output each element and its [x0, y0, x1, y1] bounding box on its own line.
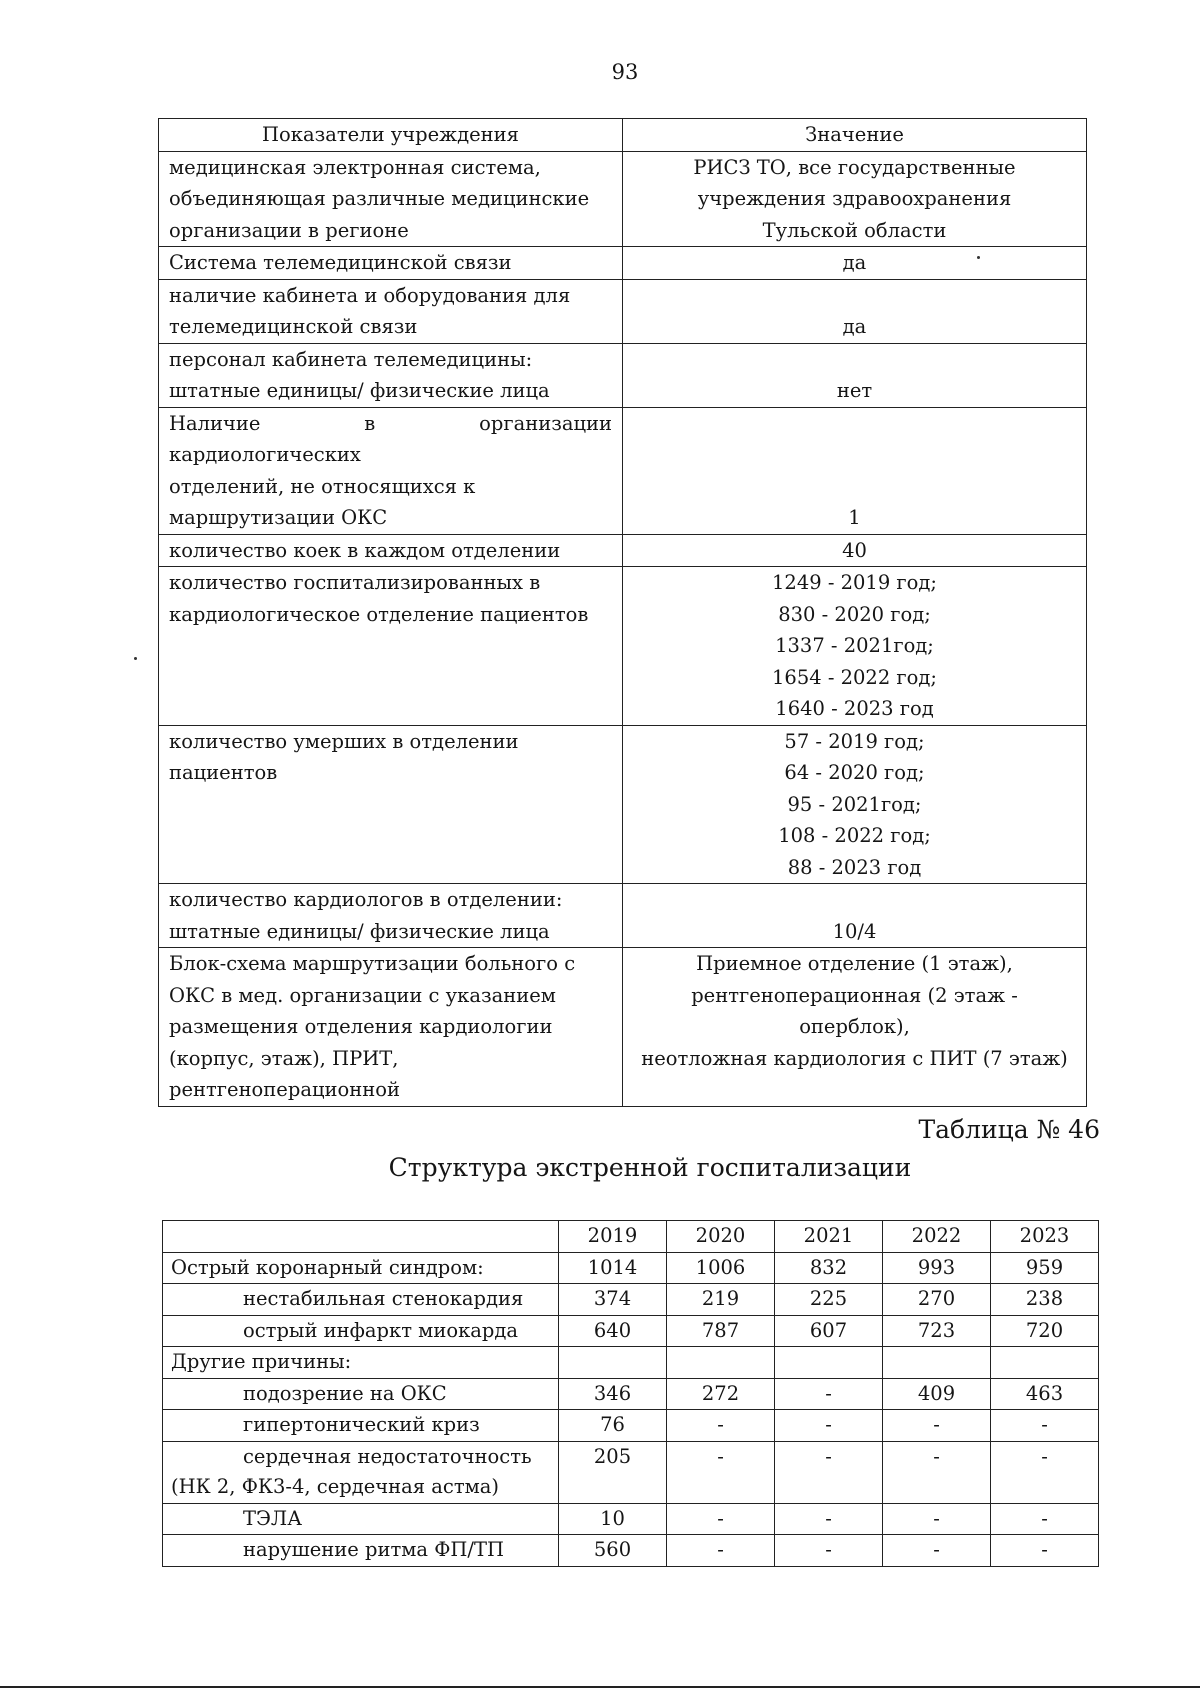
scan-speck	[134, 657, 137, 660]
row-value: 787	[667, 1315, 775, 1347]
row-value: 374	[559, 1284, 667, 1316]
value-line: 1337 - 2021год;	[775, 634, 934, 657]
value-line: 830 - 2020 год;	[778, 602, 931, 626]
row-value: 959	[991, 1252, 1099, 1284]
value-line: 64 - 2020 год;	[784, 761, 925, 784]
page-number: 93	[611, 60, 639, 84]
row-value: -	[991, 1535, 1099, 1567]
indicator-cell	[159, 247, 623, 280]
indicator-line: рентгеноперационной	[169, 1078, 400, 1101]
row-value: 463	[991, 1378, 1099, 1410]
value-line: 40	[842, 538, 867, 562]
table-row	[163, 1503, 1099, 1535]
table-number-label: Таблица № 46	[918, 1115, 1100, 1144]
header-year: 2021	[775, 1221, 883, 1253]
value-line: нет	[836, 379, 873, 402]
scan-speck	[977, 256, 980, 259]
header-value: Значение	[623, 119, 1087, 152]
indicator-line: объединяющая различные медицинские	[169, 187, 590, 210]
indicator-cell	[159, 948, 623, 1107]
indicator-cell	[159, 534, 623, 567]
row-value: 993	[883, 1252, 991, 1284]
indicator-line: штатные единицы/ физические лица	[169, 379, 550, 402]
table-row	[163, 1347, 1099, 1379]
table-row	[159, 343, 1087, 407]
table-row	[159, 725, 1087, 884]
indicator-line: размещения отделения кардиологии	[169, 1015, 553, 1038]
row-value	[991, 1347, 1099, 1379]
indicator-cell	[159, 279, 623, 343]
row-value: -	[991, 1441, 1099, 1503]
row-value	[775, 1347, 883, 1379]
table-row	[159, 567, 1087, 726]
indicator-line: количество кардиологов в отделении:	[169, 888, 563, 911]
indicator-line: Наличие в организации кардиологических	[169, 411, 612, 466]
indicator-line: маршрутизации ОКС	[169, 506, 388, 529]
value-cell	[623, 247, 1087, 280]
row-value: -	[775, 1441, 883, 1503]
header-indicators: Показатели учреждения	[159, 119, 623, 152]
row-label-line: (НК 2, ФК3-4, сердечная астма)	[171, 1475, 500, 1498]
value-line: рентгеноперационная (2 этаж - оперблок),	[691, 983, 1018, 1038]
table-row	[163, 1284, 1099, 1316]
indicator-cell	[159, 567, 623, 726]
header-year: 2019	[559, 1221, 667, 1253]
value-line: 1249 - 2019 год;	[772, 571, 937, 594]
value-line: 1654 - 2022 год;	[772, 665, 937, 689]
row-value	[667, 1347, 775, 1379]
indicator-cell	[159, 725, 623, 884]
row-label: нестабильная стенокардия	[163, 1284, 559, 1316]
value-line: 1640 - 2023 год	[775, 697, 934, 720]
row-value: 205	[559, 1441, 667, 1503]
table-title: Структура экстренной госпитализации	[388, 1153, 912, 1182]
value-line: Тульской области	[762, 218, 947, 242]
row-value: 720	[991, 1315, 1099, 1347]
value-line: да	[842, 315, 867, 338]
indicator-line: отделений, не относящихся к	[169, 474, 476, 498]
row-value: -	[667, 1503, 775, 1535]
row-value	[559, 1347, 667, 1379]
table-row	[159, 279, 1087, 343]
table-row	[159, 948, 1087, 1107]
row-value: -	[775, 1410, 883, 1442]
table-row	[159, 884, 1087, 948]
indicator-cell	[159, 151, 623, 247]
header-year: 2022	[883, 1221, 991, 1253]
row-value: -	[667, 1410, 775, 1442]
row-label: острый инфаркт миокарда	[163, 1315, 559, 1347]
row-value: -	[883, 1535, 991, 1567]
page-bottom-rule	[0, 1686, 1200, 1688]
indicator-line: (корпус, этаж), ПРИТ,	[169, 1046, 399, 1070]
row-value: -	[883, 1503, 991, 1535]
row-value: 832	[775, 1252, 883, 1284]
value-cell	[623, 948, 1087, 1107]
row-value: 1006	[667, 1252, 775, 1284]
indicator-line: количество коек в каждом отделении	[169, 538, 561, 562]
table-row	[163, 1252, 1099, 1284]
row-value: 270	[883, 1284, 991, 1316]
row-value: -	[883, 1410, 991, 1442]
table-row	[163, 1410, 1099, 1442]
indicator-line: Система телемедицинской связи	[169, 251, 512, 274]
indicator-line: наличие кабинета и оборудования для	[169, 283, 571, 307]
row-value: 219	[667, 1284, 775, 1316]
row-value: 225	[775, 1284, 883, 1316]
row-value: -	[775, 1503, 883, 1535]
indicator-line: пациентов	[169, 761, 278, 784]
value-line: неотложная кардиология с ПИТ (7 этаж)	[641, 1046, 1068, 1070]
row-label: Острый коронарный синдром:	[163, 1252, 559, 1284]
value-cell	[623, 534, 1087, 567]
value-line: РИСЗ ТО, все государственные	[693, 155, 1016, 179]
indicator-line: организации в регионе	[169, 218, 409, 242]
table-row	[163, 1315, 1099, 1347]
row-value: 560	[559, 1535, 667, 1567]
row-label: гипертонический криз	[163, 1410, 559, 1442]
value-line: да	[842, 251, 867, 274]
row-label	[163, 1441, 559, 1503]
value-cell	[623, 725, 1087, 884]
table-header-row	[163, 1221, 1099, 1253]
row-label-line: сердечная недостаточность	[243, 1444, 532, 1468]
table-row	[163, 1441, 1099, 1503]
value-cell	[623, 343, 1087, 407]
table-row	[163, 1378, 1099, 1410]
value-cell	[623, 884, 1087, 948]
row-value: -	[775, 1378, 883, 1410]
header-year: 2023	[991, 1221, 1099, 1253]
indicator-line: персонал кабинета телемедицины:	[169, 347, 533, 371]
row-value: 76	[559, 1410, 667, 1442]
emergency-hospitalization-table	[162, 1220, 1099, 1567]
row-value: 723	[883, 1315, 991, 1347]
row-value: 10	[559, 1503, 667, 1535]
row-label: нарушение ритма ФП/ТП	[163, 1535, 559, 1567]
row-label: Другие причины:	[163, 1347, 559, 1379]
table-row	[159, 151, 1087, 247]
table-row	[159, 247, 1087, 280]
row-label: подозрение на ОКС	[163, 1378, 559, 1410]
row-value: 409	[883, 1378, 991, 1410]
row-value: 346	[559, 1378, 667, 1410]
row-value: -	[991, 1503, 1099, 1535]
table-row	[159, 407, 1087, 534]
value-line: учреждения здравоохранения	[697, 187, 1012, 210]
value-cell	[623, 151, 1087, 247]
indicator-cell	[159, 343, 623, 407]
row-value: 238	[991, 1284, 1099, 1316]
value-line: 10/4	[832, 919, 877, 943]
header-year: 2020	[667, 1221, 775, 1253]
table-row	[163, 1535, 1099, 1567]
table-row	[159, 534, 1087, 567]
row-value: 1014	[559, 1252, 667, 1284]
indicator-line: телемедицинской связи	[169, 315, 418, 338]
indicator-line: ОКС в мед. организации с указанием	[169, 983, 556, 1007]
indicator-line: медицинская электронная система,	[169, 155, 541, 179]
row-value: -	[667, 1535, 775, 1567]
indicator-line: количество госпитализированных в	[169, 571, 541, 594]
indicator-cell	[159, 884, 623, 948]
value-cell	[623, 567, 1087, 726]
value-line: 95 - 2021год;	[787, 792, 922, 816]
row-value: -	[991, 1410, 1099, 1442]
row-value: -	[775, 1535, 883, 1567]
institution-indicators-table	[158, 118, 1087, 1107]
row-value: -	[667, 1441, 775, 1503]
value-line: 108 - 2022 год;	[778, 824, 931, 847]
value-cell	[623, 407, 1087, 534]
indicator-line: Блок-схема маршрутизации больного с	[169, 952, 576, 975]
row-value	[883, 1347, 991, 1379]
row-value: 640	[559, 1315, 667, 1347]
value-line: 57 - 2019 год;	[784, 729, 925, 753]
indicator-cell	[159, 407, 623, 534]
value-line: 88 - 2023 год	[787, 855, 922, 879]
row-label: ТЭЛА	[163, 1503, 559, 1535]
table-header-row	[159, 119, 1087, 152]
value-cell	[623, 279, 1087, 343]
row-value: 607	[775, 1315, 883, 1347]
indicator-line: количество умерших в отделении	[169, 729, 519, 753]
indicator-line: штатные единицы/ физические лица	[169, 919, 550, 943]
row-value: -	[883, 1441, 991, 1503]
row-value: 272	[667, 1378, 775, 1410]
value-line: Приемное отделение (1 этаж),	[696, 952, 1013, 975]
header-empty	[163, 1221, 559, 1253]
value-line: 1	[848, 506, 861, 529]
indicator-line: кардиологическое отделение пациентов	[169, 602, 589, 626]
